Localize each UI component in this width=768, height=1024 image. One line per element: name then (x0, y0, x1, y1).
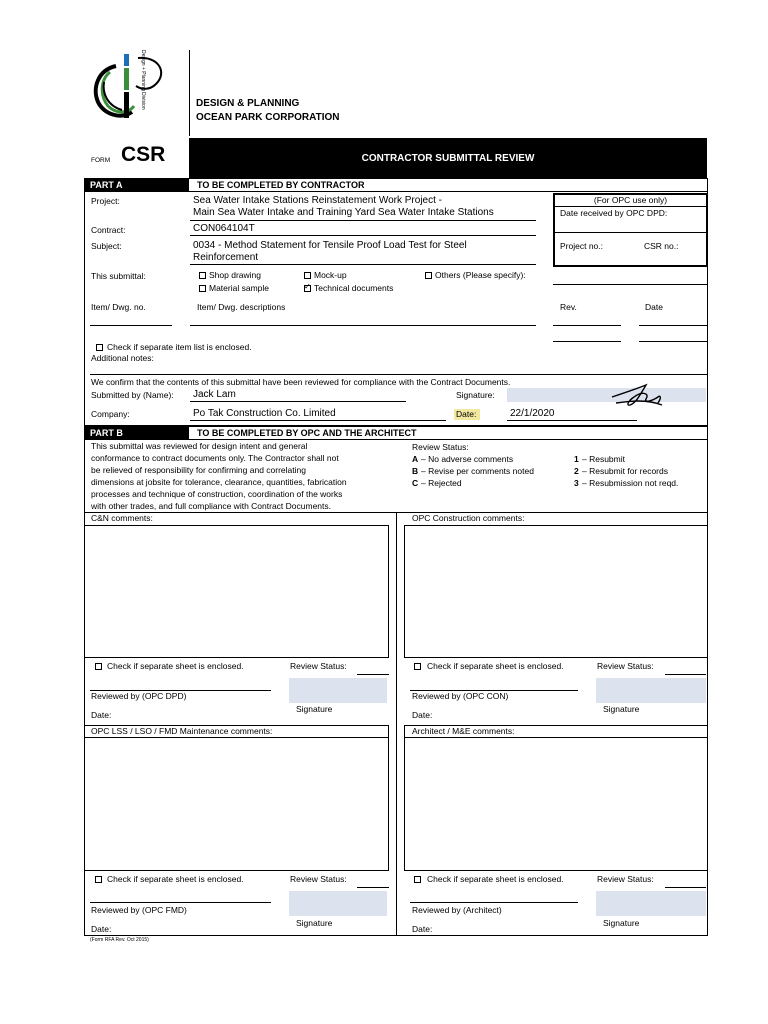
con-review-status-label: Review Status: (597, 661, 654, 671)
status-2-code: 2 (574, 466, 579, 476)
con-status-underline (665, 674, 706, 675)
mock-up-checkbox[interactable] (304, 272, 311, 279)
material-sample-checkbox[interactable] (199, 285, 206, 292)
subject-line2[interactable]: Reinforcement (193, 252, 259, 263)
subject-label: Subject: (91, 241, 122, 251)
arch-sheet-checkbox[interactable] (414, 876, 421, 883)
contract-label: Contract: (91, 225, 126, 235)
others-underline (553, 284, 708, 285)
cn-reviewer-line (90, 690, 271, 691)
name-underline (190, 401, 406, 402)
arch-review-status-label: Review Status: (597, 874, 654, 884)
part-b-rule (84, 439, 708, 440)
status-1-label: Resubmit (589, 454, 625, 464)
item-list-check-label: Check if separate item list is enclosed. (107, 342, 252, 352)
confirm-text: We confirm that the contents of this submittal have been reviewed for compliance with the Contract Documents. (91, 377, 511, 387)
form-code: CSR (121, 143, 166, 166)
org-line2: OCEAN PARK CORPORATION (196, 112, 340, 123)
con-date-label: Date: (412, 710, 433, 720)
con-comments-box[interactable] (404, 525, 708, 658)
status-c-text: – Rejected (421, 478, 462, 488)
part-b-center-divider (396, 512, 397, 936)
fmd-date-label: Date: (91, 924, 112, 934)
company-value[interactable]: Po Tak Construction Co. Limited (193, 408, 336, 419)
status-c-code: C (412, 478, 419, 488)
status-1-code: 1 (574, 454, 579, 464)
status-2-text: – Resubmit for records (582, 466, 668, 476)
con-comments-title: OPC Construction comments: (412, 513, 525, 523)
project-underline (190, 220, 536, 221)
signature-label: Signature: (456, 390, 495, 400)
statement-line4: dimensions at jobsite for tolerance, clearance, quantities, fabrication (91, 477, 347, 487)
opc-use-title: (For OPC use only) (593, 195, 668, 205)
material-sample-label: Material sample (209, 283, 269, 293)
opc-use-rule (555, 206, 706, 207)
arch-date-label: Date: (412, 924, 433, 934)
part-b-label-bar (85, 427, 189, 439)
opc-use-rule2 (555, 232, 706, 233)
form-title-bar (189, 138, 707, 178)
part-a-title: TO BE COMPLETED BY CONTRACTOR (197, 180, 365, 190)
status-a-label: No adverse comments (428, 454, 514, 464)
fmd-review-status-label: Review Status: (290, 874, 347, 884)
status-a-text: – No adverse comments (421, 454, 514, 464)
header-divider (189, 50, 190, 136)
cn-reviewed-by: Reviewed by (OPC DPD) (91, 691, 187, 701)
org-line1: DESIGN & PLANNING (196, 98, 300, 109)
additional-notes-label: Additional notes: (91, 353, 154, 363)
cn-sheet-checkbox[interactable] (95, 663, 102, 670)
opc-logo (86, 48, 176, 128)
arch-signature-field[interactable] (596, 891, 706, 916)
status-3-label: Resubmission not reqd. (589, 478, 679, 488)
project-line2[interactable]: Main Sea Water Intake and Training Yard Sea Water Intake Stations (193, 207, 494, 218)
subject-line1[interactable]: 0034 - Method Statement for Tensile Proof Load Test for Steel (193, 240, 467, 251)
csr-no-label: CSR no.: (644, 241, 679, 251)
arch-comments-box[interactable] (404, 737, 708, 871)
submitted-by-value[interactable]: Jack Lam (193, 389, 236, 400)
status-3-text: – Resubmission not reqd. (582, 478, 679, 488)
fmd-reviewed-by: Reviewed by (OPC FMD) (91, 905, 187, 915)
arch-status-underline (665, 887, 706, 888)
arch-sheet-label: Check if separate sheet is enclosed. (427, 874, 564, 884)
fmd-comments-title: OPC LSS / LSO / FMD Maintenance comments: (91, 726, 273, 736)
cn-comments-title: C&N comments: (91, 513, 153, 523)
item-desc-line1 (190, 325, 536, 326)
mock-up-label: Mock-up (314, 270, 347, 280)
submitted-by-label: Submitted by (Name): (91, 390, 174, 400)
technical-documents-checkbox[interactable] (304, 285, 311, 292)
this-submittal-label: This submittal: (91, 271, 146, 281)
item-no-label: Item/ Dwg. no. (91, 302, 146, 312)
con-signature-label: Signature (603, 704, 640, 714)
statement-line2: conformance to contract documents only. The Contractor shall not (91, 453, 339, 463)
shop-drawing-checkbox[interactable] (199, 272, 206, 279)
item-no-line1 (90, 325, 172, 326)
part-a-rule (84, 191, 708, 192)
status-1-text: – Resubmit (582, 454, 625, 464)
rev-line2 (553, 341, 621, 342)
arch-reviewed-by: Reviewed by (Architect) (412, 905, 502, 915)
fmd-signature-field[interactable] (289, 891, 387, 916)
logo-side-text (136, 50, 148, 110)
statement-line5: processes and technique of construction, coordination of the works (91, 489, 343, 499)
status-2-label: Resubmit for records (589, 466, 668, 476)
rev-line1 (553, 325, 621, 326)
status-b-text: – Revise per comments noted (421, 466, 534, 476)
date-line2 (639, 341, 707, 342)
fmd-sheet-label: Check if separate sheet is enclosed. (107, 874, 244, 884)
con-sheet-checkbox[interactable] (414, 663, 421, 670)
date-underline (507, 420, 637, 421)
con-sheet-label: Check if separate sheet is enclosed. (427, 661, 564, 671)
others-checkbox[interactable] (425, 272, 432, 279)
others-label: Others (Please specify): (435, 270, 526, 280)
project-no-label: Project no.: (560, 241, 603, 251)
cn-signature-label: Signature (296, 704, 333, 714)
cn-sheet-label: Check if separate sheet is enclosed. (107, 661, 244, 671)
arch-signature-label: Signature (603, 918, 640, 928)
fmd-comments-box[interactable] (84, 737, 389, 871)
fmd-sheet-checkbox[interactable] (95, 876, 102, 883)
contractor-signature (606, 375, 668, 411)
company-label: Company: (91, 409, 130, 419)
date-line1 (639, 325, 707, 326)
logo-text: Design + Planning Division (140, 50, 146, 110)
status-c-label: Rejected (428, 478, 462, 488)
item-desc-label: Item/ Dwg. descriptions (197, 302, 286, 312)
arch-comments-title: Architect / M&E comments: (412, 726, 515, 736)
fmd-signature-label: Signature (296, 918, 333, 928)
statement-line1: This submittal was reviewed for design intent and general (91, 441, 308, 451)
shop-drawing-label: Shop drawing (209, 270, 261, 280)
review-status-title: Review Status: (412, 442, 469, 452)
cn-signature-field[interactable] (289, 678, 387, 703)
arch-reviewer-line (410, 902, 578, 903)
cn-status-underline (357, 674, 389, 675)
part-a-label-bar (85, 179, 189, 191)
date-col-label: Date (645, 302, 663, 312)
cn-date-label: Date: (91, 710, 112, 720)
status-a-code: A (412, 454, 419, 464)
con-signature-field[interactable] (596, 678, 706, 703)
date-field-label: Date: (456, 409, 477, 419)
cn-review-status-label: Review Status: (290, 661, 347, 671)
fmd-status-underline (357, 887, 389, 888)
part-b-label: PART B (90, 428, 123, 438)
project-label: Project: (91, 196, 120, 206)
form-label: FORM (91, 157, 111, 164)
item-list-checkbox[interactable] (96, 344, 103, 351)
status-b-label: Revise per comments noted (428, 466, 534, 476)
subject-underline (190, 264, 536, 265)
form-title: CONTRACTOR SUBMITTAL REVIEW (361, 153, 535, 164)
form-revision-footer: (Form RFA Rev. Oct 2015) (90, 937, 149, 943)
cn-comments-box[interactable] (84, 525, 389, 658)
rev-label: Rev. (560, 302, 577, 312)
statement-line6: with other trades, and full compliance with Contract Documents. (91, 501, 332, 511)
contract-value[interactable]: CON064104T (193, 223, 255, 234)
project-line1[interactable]: Sea Water Intake Stations Reinstatement Work Project - (193, 195, 442, 206)
status-b-code: B (412, 466, 419, 476)
contract-underline (190, 235, 536, 236)
part-b-title: TO BE COMPLETED BY OPC AND THE ARCHITECT (197, 428, 417, 438)
status-3-code: 3 (574, 478, 579, 488)
date-field-value[interactable]: 22/1/2020 (510, 408, 555, 419)
statement-line3: be relieved of responsibility for confirming and correlating (91, 465, 306, 475)
date-received-label: Date received by OPC DPD: (560, 208, 668, 218)
technical-documents-label: Technical documents (314, 283, 394, 293)
part-a-label: PART A (90, 180, 123, 190)
con-reviewed-by: Reviewed by (OPC CON) (412, 691, 509, 701)
fmd-reviewer-line (90, 902, 271, 903)
company-underline (190, 420, 446, 421)
